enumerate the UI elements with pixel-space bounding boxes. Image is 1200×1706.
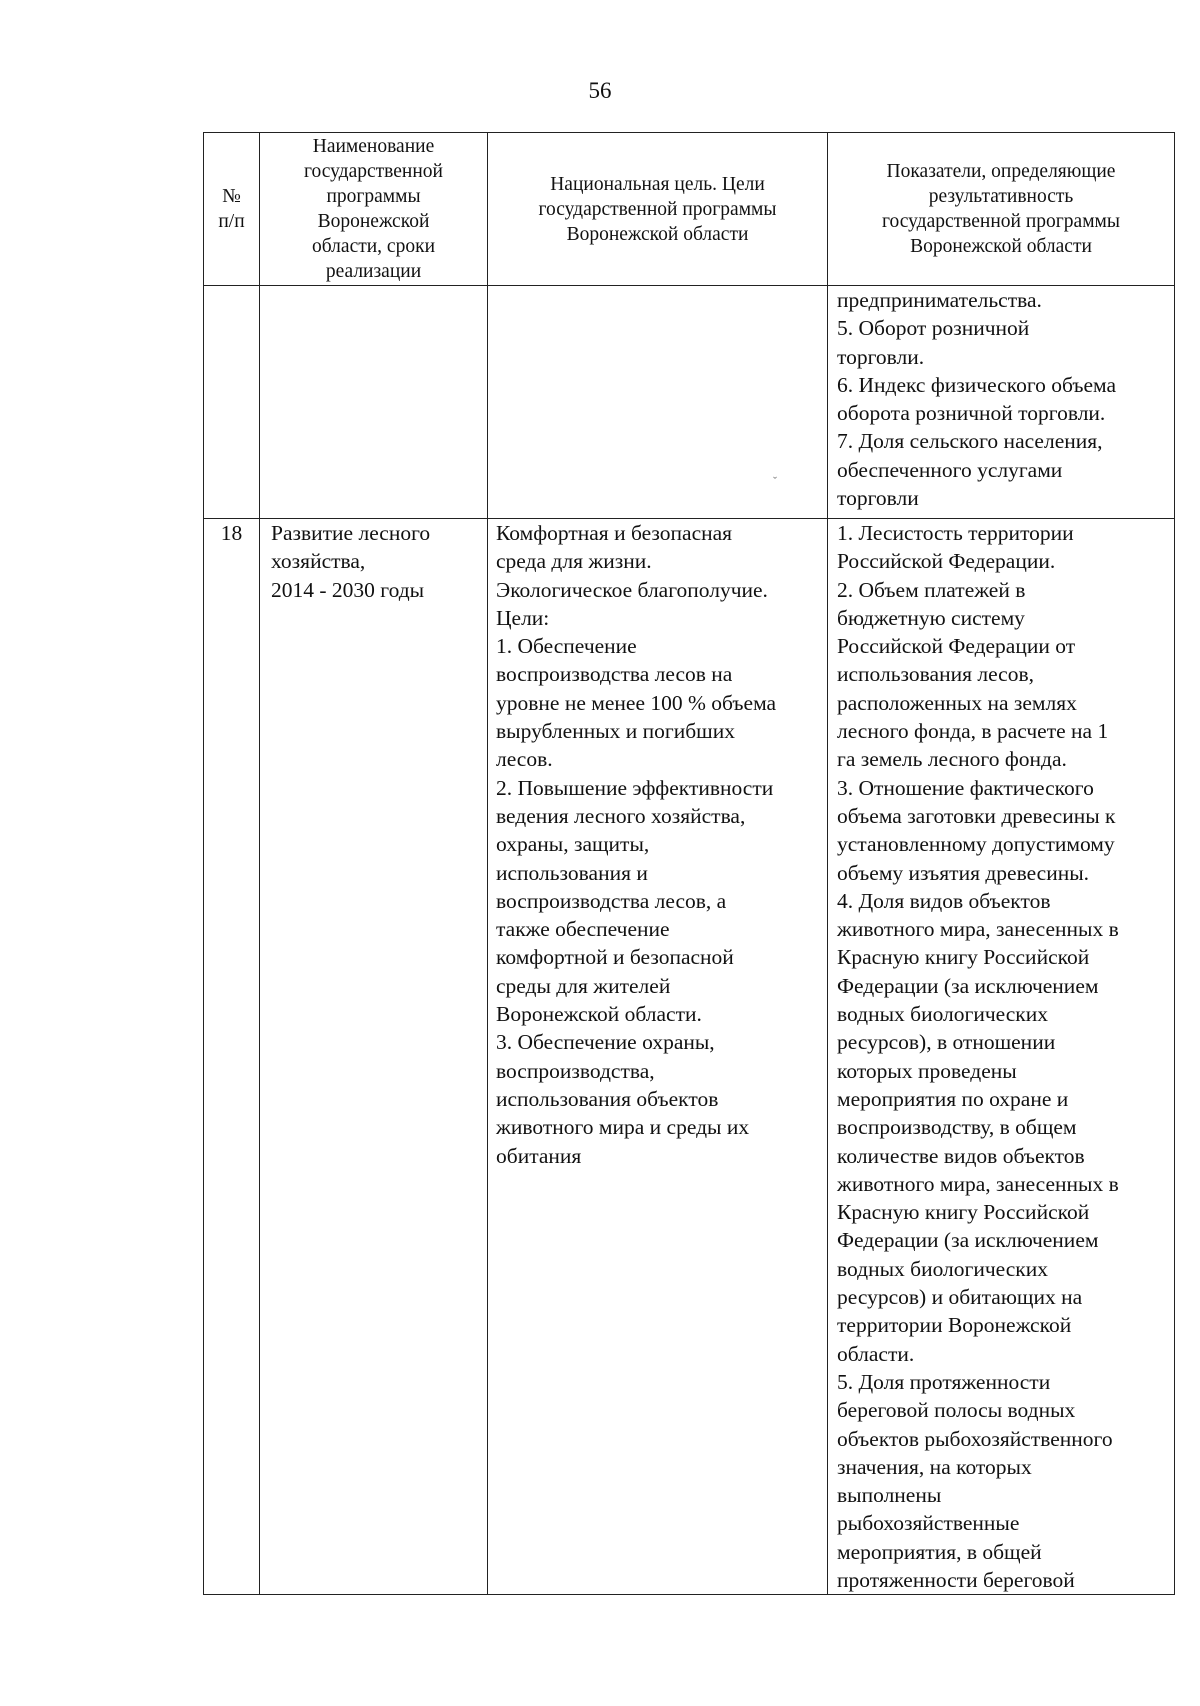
text-line: хозяйства, (271, 549, 366, 574)
text-line: использования объектов (496, 1086, 719, 1111)
text-line: территории Воронежской (837, 1313, 1072, 1338)
table-row-continuation (204, 286, 1175, 519)
text-line: реализации (325, 261, 422, 282)
text-line: использования и (496, 860, 648, 885)
row-18-program-cell (260, 519, 488, 1595)
text-line: воспроизводству, в общем (837, 1115, 1077, 1140)
text-line: га земель лесного фонда. (837, 747, 1067, 772)
text-line: Воронежской (317, 211, 430, 232)
text-line: 4. Доля видов объектов (837, 888, 1051, 913)
text-line: 1. Обеспечение (496, 634, 637, 659)
text-line: Национальная цель. Цели (550, 173, 765, 195)
text-line: животного мира и среды их (496, 1115, 750, 1140)
text-line: № (222, 186, 241, 207)
text-line: области. (837, 1341, 915, 1366)
header-indicators (828, 133, 1175, 286)
cont-program-cell (260, 286, 488, 519)
scan-mark: ˇ (773, 474, 777, 488)
text-line: значения, на которых (837, 1454, 1032, 1479)
text-line: воспроизводства, (496, 1058, 655, 1083)
text-line: программы (326, 186, 421, 207)
text-line: мероприятия, в общей (837, 1539, 1042, 1564)
text-line: вырубленных и погибших (496, 719, 735, 744)
row-18-program (260, 519, 487, 604)
text-line: государственной программы (882, 211, 1120, 232)
text-line: уровне не менее 100 % объема (496, 690, 777, 715)
text-line: 3. Отношение фактического (837, 775, 1094, 800)
text-line: 2. Объем платежей в (837, 577, 1026, 602)
text-line: охраны, защиты, (496, 832, 650, 857)
text-line: 3. Обеспечение охраны, (496, 1030, 715, 1055)
text-line: расположенных на землях (837, 690, 1077, 715)
text-line: Воронежской области. (496, 1002, 702, 1027)
row-18-goal (488, 519, 827, 1170)
text-line: Развитие лесного (271, 521, 431, 545)
text-line: ресурсов), в отношении (837, 1030, 1056, 1055)
text-line: государственной программы (538, 198, 777, 220)
cont-num-cell (204, 286, 260, 519)
text-line: Федерации (за исключением (837, 973, 1099, 998)
text-line: Российской Федерации. (837, 549, 1056, 574)
table-row-18 (204, 519, 1175, 1595)
text-line: животного мира, занесенных в (837, 917, 1119, 942)
text-line: обитания (496, 1143, 582, 1168)
text-line: результативность (928, 186, 1074, 207)
text-line: Федерации (за исключением (837, 1228, 1099, 1253)
text-line: торговли. (837, 344, 925, 369)
text-line: 5. Оборот розничной (837, 316, 1030, 341)
text-line: Показатели, определяющие (886, 161, 1116, 182)
table-header-row (204, 133, 1175, 286)
text-line: лесного фонда, в расчете на 1 (837, 719, 1109, 744)
text-line: использования лесов, (837, 662, 1034, 687)
text-line: 7. Доля сельского населения, (837, 429, 1103, 454)
text-line: Красную книгу Российской (837, 945, 1090, 970)
header-num (204, 133, 260, 286)
text-line: воспроизводства лесов на (496, 662, 733, 687)
text-line: Воронежской области (566, 223, 749, 245)
cont-indicators-text (828, 286, 1174, 512)
program-table (203, 132, 1175, 1595)
text-line: государственной (304, 161, 443, 182)
text-line: ведения лесного хозяйства, (496, 803, 746, 828)
row-18-indicators (828, 519, 1174, 1594)
text-line: также обеспечение (496, 917, 670, 942)
text-line: 5. Доля протяженности (837, 1369, 1051, 1394)
text-line: п/п (218, 211, 245, 232)
row-18-num: 18 (220, 521, 243, 545)
row-18-goal-cell (488, 519, 828, 1595)
text-line: Воронежской области (910, 236, 1092, 257)
text-line: среда для жизни. (496, 549, 652, 574)
text-line: объема заготовки древесины к (837, 803, 1116, 828)
text-line: лесов. (496, 747, 553, 772)
page-number: 56 (588, 78, 612, 103)
text-line: среды для жителей (496, 973, 671, 998)
text-line: водных биологических (837, 1002, 1049, 1027)
text-line: рыбохозяйственные (837, 1511, 1020, 1536)
text-line: животного мира, занесенных в (837, 1171, 1119, 1196)
cont-indicators-cell (828, 286, 1175, 519)
text-line: 2. Повышение эффективности (496, 775, 774, 800)
row-18-num-cell (204, 519, 260, 1595)
text-line: комфортной и безопасной (496, 945, 734, 970)
text-line: Российской Федерации от (837, 634, 1076, 659)
text-line: которых проведены (837, 1058, 1017, 1083)
text-line: береговой полосы водных (837, 1398, 1076, 1423)
text-line: Цели: (496, 605, 550, 630)
text-line: обеспеченного услугами (837, 457, 1063, 482)
text-line: воспроизводства лесов, а (496, 888, 727, 913)
text-line: объему изъятия древесины. (837, 860, 1090, 885)
text-line: Комфортная и безопасная (496, 521, 733, 545)
text-line: Наименование (312, 136, 435, 157)
text-line: протяженности береговой (837, 1567, 1075, 1592)
text-line: 2014 - 2030 годы (271, 577, 425, 602)
text-line: ресурсов) и обитающих на (837, 1285, 1083, 1310)
text-line: предпринимательства. (837, 288, 1042, 312)
text-line: количестве видов объектов (837, 1143, 1085, 1168)
text-line: мероприятия по охране и (837, 1086, 1069, 1111)
text-line: 6. Индекс физического объема (837, 372, 1117, 397)
text-line: водных биологических (837, 1256, 1049, 1281)
row-18-indicators-cell (828, 519, 1175, 1595)
text-line: 1. Лесистость территории (837, 521, 1074, 545)
text-line: оборота розничной торговли. (837, 401, 1106, 426)
text-line: Красную книгу Российской (837, 1200, 1090, 1225)
header-goal (488, 133, 828, 286)
text-line: выполнены (837, 1483, 942, 1508)
text-line: области, сроки (312, 236, 435, 257)
header-program (260, 133, 488, 286)
text-line: бюджетную систему (837, 605, 1025, 630)
text-line: установленному допустимому (837, 832, 1115, 857)
text-line: объектов рыбохозяйственного (837, 1426, 1113, 1451)
text-line: торговли (837, 486, 919, 511)
text-line: Экологическое благополучие. (496, 577, 768, 602)
